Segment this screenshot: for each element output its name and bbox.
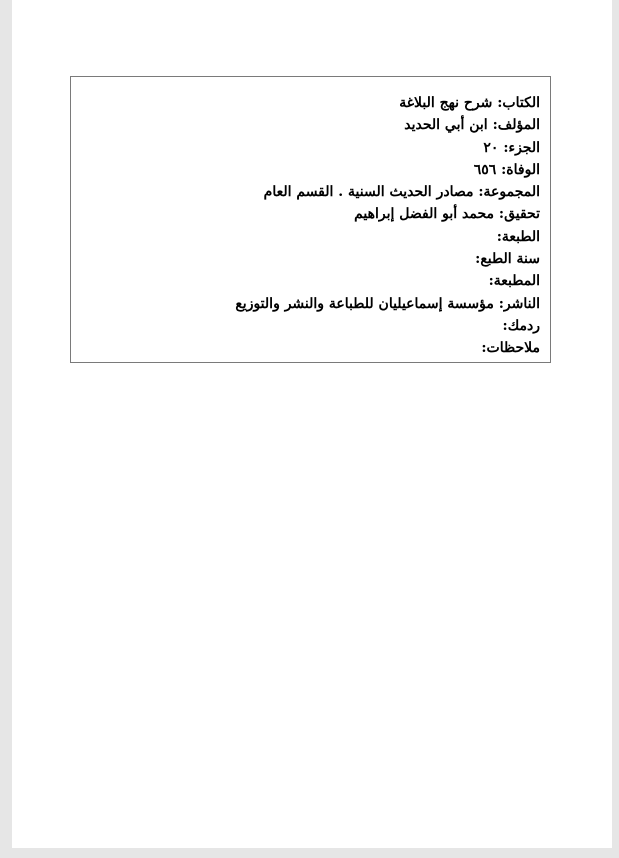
volume-line xyxy=(81,137,540,159)
death-year-line xyxy=(81,159,540,181)
publisher-line xyxy=(81,293,540,315)
edition-line xyxy=(81,226,540,248)
author-value: ابن أبي الحديد xyxy=(404,117,488,134)
press-label: المطبعة: xyxy=(488,273,540,290)
volume-value: ٢٠ xyxy=(483,139,499,156)
book-title-value: شرح نهج البلاغة xyxy=(399,95,493,111)
edition-label: الطبعة: xyxy=(496,228,540,245)
editor-line xyxy=(81,203,540,225)
publisher-value: مؤسسة إسماعيليان للطباعة والنشر والتوزيع xyxy=(235,295,494,312)
volume-label: الجزء: xyxy=(503,139,540,156)
document-page xyxy=(12,0,612,848)
book-info-box xyxy=(70,76,551,363)
editor-value: محمد أبو الفضل إبراهيم xyxy=(354,206,495,223)
author-label: المؤلف: xyxy=(492,117,540,134)
author-line xyxy=(81,114,540,136)
publisher-label: الناشر: xyxy=(498,295,540,312)
editor-label: تحقيق: xyxy=(498,206,540,223)
death-year-label: الوفاة: xyxy=(501,161,540,178)
isbn-line xyxy=(81,315,540,337)
print-year-line xyxy=(81,248,540,270)
notes-line xyxy=(81,337,540,359)
collection-label: المجموعة: xyxy=(478,184,540,201)
isbn-label: ردمك: xyxy=(502,317,540,334)
print-year-label: سنة الطبع: xyxy=(475,251,540,268)
book-title-line xyxy=(81,92,540,114)
collection-line xyxy=(81,181,540,203)
book-title-label: الكتاب: xyxy=(497,95,540,111)
collection-value: مصادر الحديث السنية . القسم العام xyxy=(263,184,474,201)
death-year-value: ٦٥٦ xyxy=(473,161,497,178)
notes-label: ملاحظات: xyxy=(481,340,540,357)
press-line xyxy=(81,270,540,292)
